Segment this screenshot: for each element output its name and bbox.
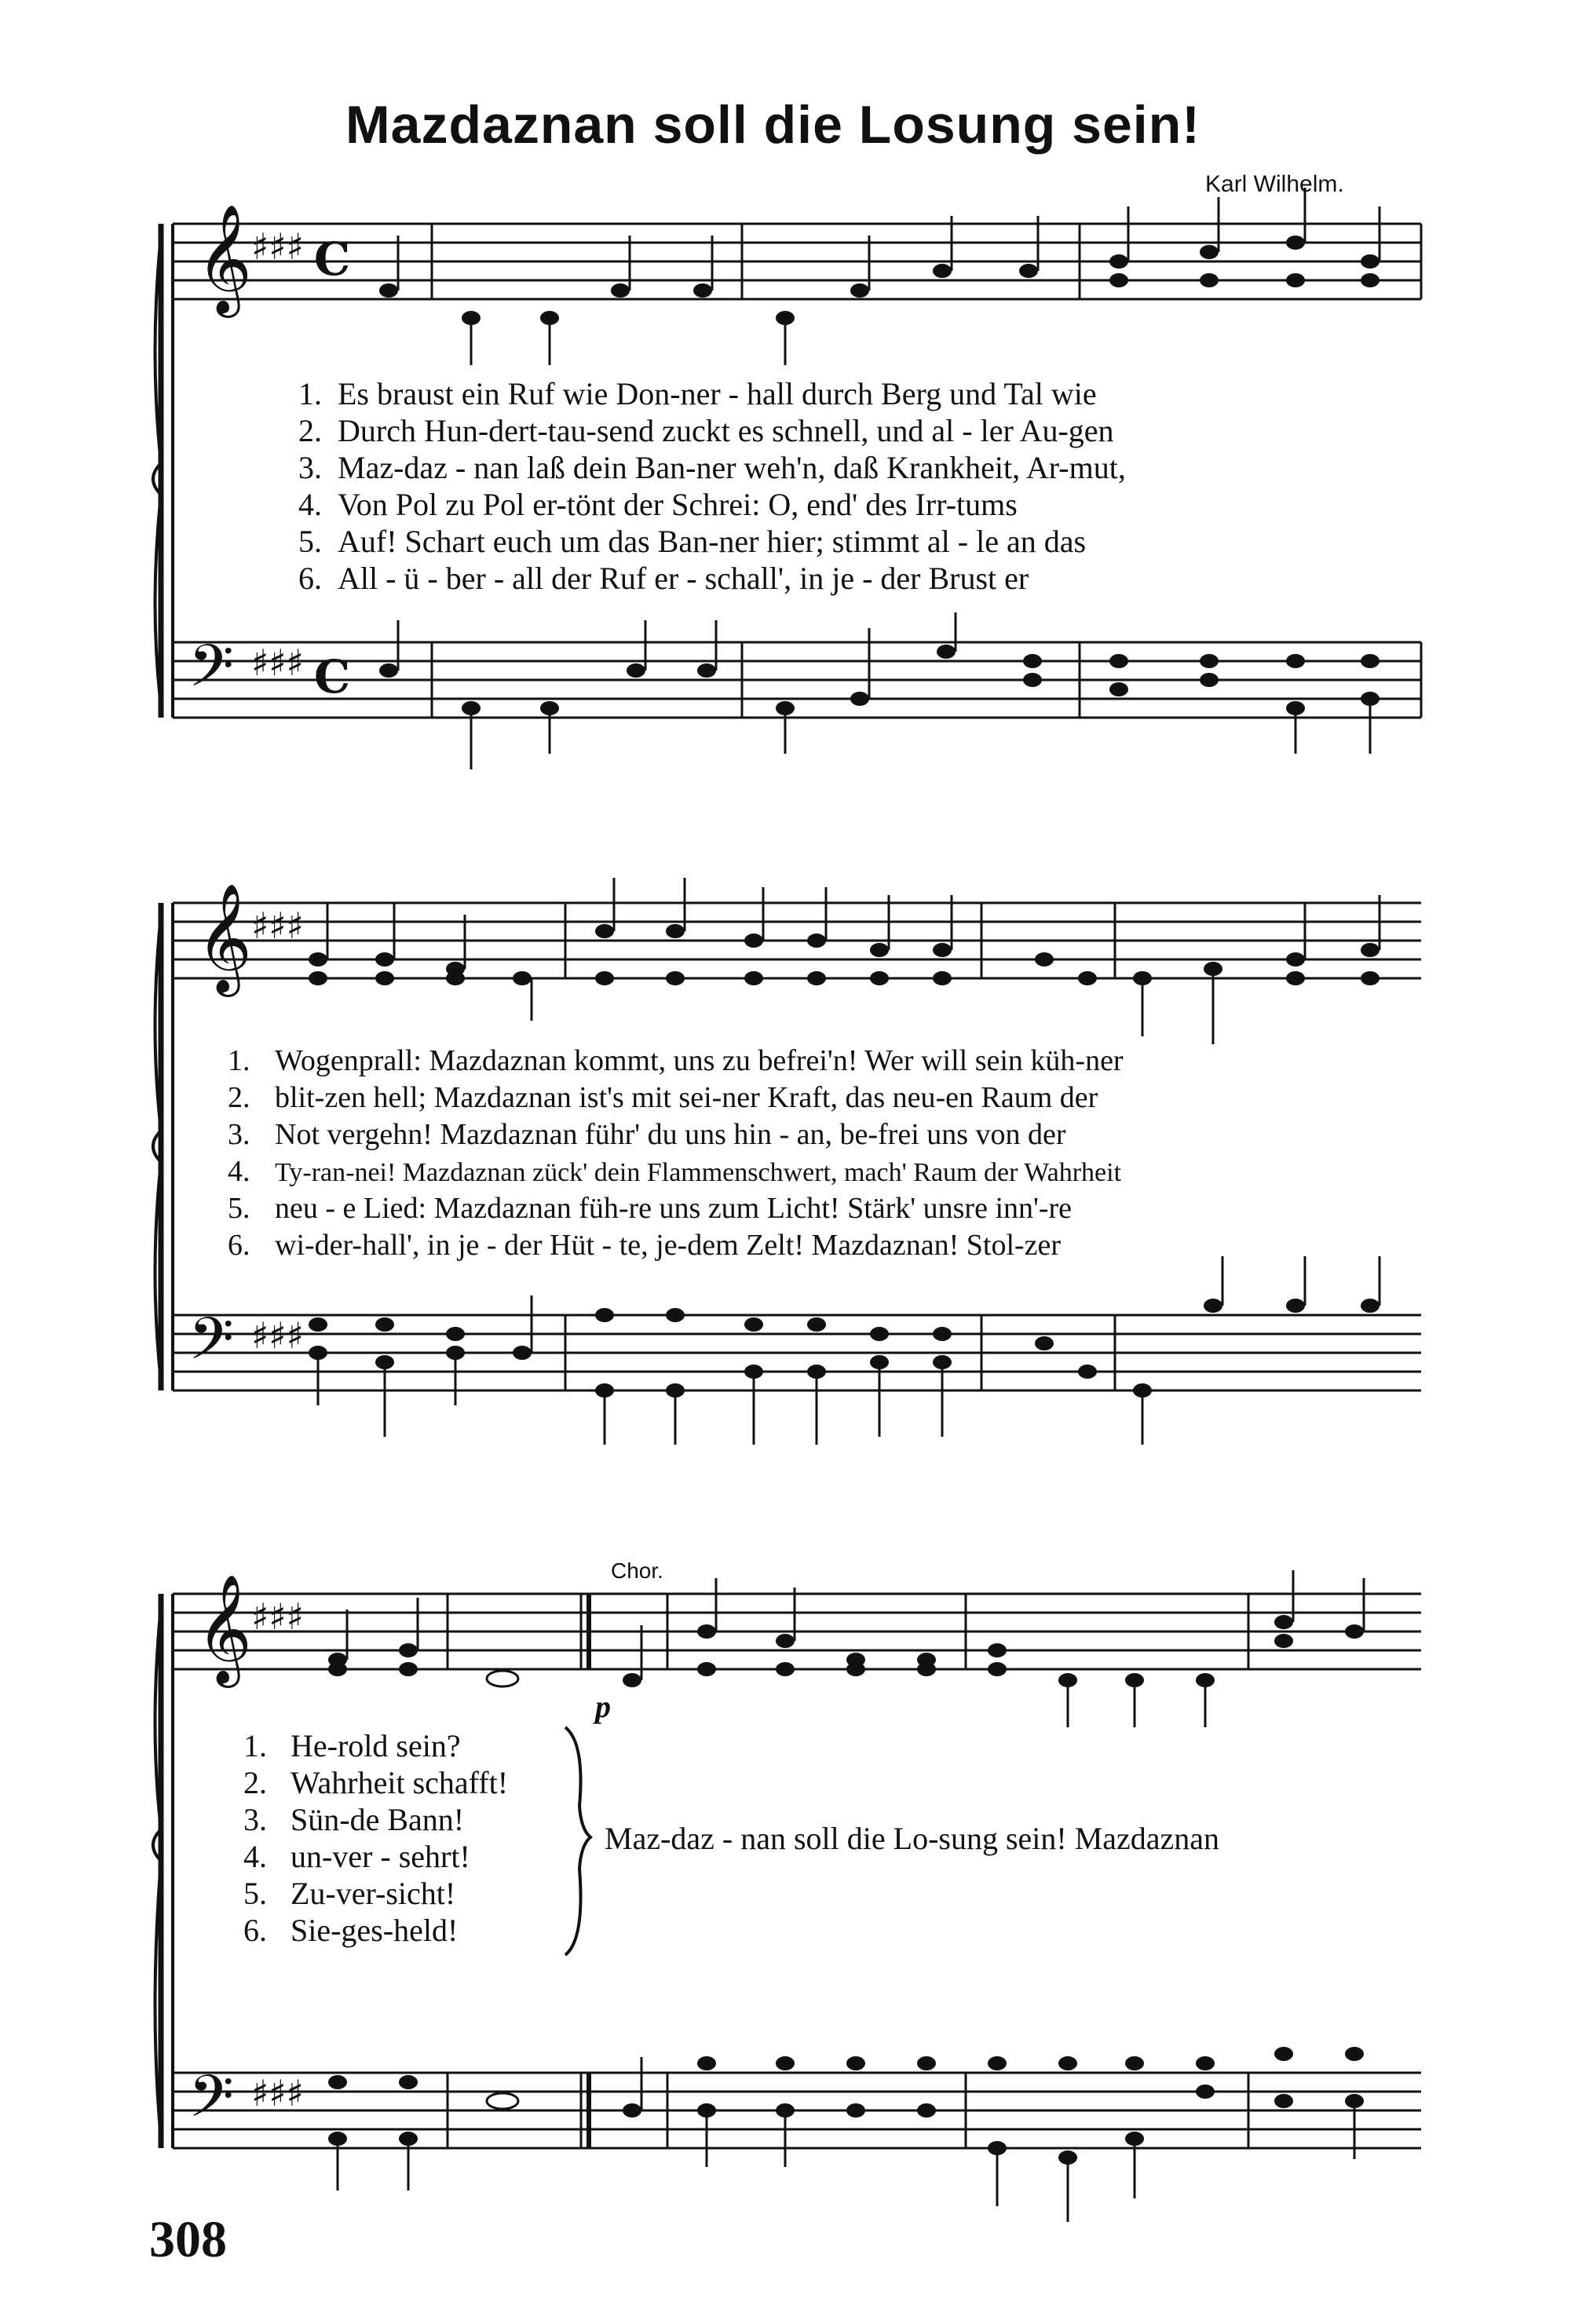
verse-number: 3. bbox=[298, 450, 322, 485]
notes-bass-2 bbox=[309, 1299, 1380, 1398]
verse-line bbox=[298, 375, 1126, 412]
verse-line bbox=[228, 1043, 1124, 1080]
verse-line bbox=[298, 486, 1126, 523]
verse-text: Wogenprall: Mazdaznan kommt, uns zu befrei'n! Wer will sein küh-ner bbox=[275, 1044, 1124, 1077]
verse-text: blit-zen hell; Mazdaznan ist's mit sei-ner Kraft, das neu-en Raum der bbox=[275, 1081, 1098, 1114]
verse-line bbox=[243, 1764, 508, 1801]
svg-text:𝄞: 𝄞 bbox=[196, 883, 252, 992]
verse-number: 5. bbox=[228, 1192, 250, 1225]
verse-text: Maz-daz - nan laß dein Ban-ner weh'n, daß Krankheit, Ar-mut, bbox=[338, 450, 1126, 485]
composer-credit: Karl Wilhelm. bbox=[1205, 171, 1344, 197]
verse-line bbox=[298, 449, 1126, 486]
staff-bass-3 bbox=[173, 2073, 1421, 2148]
verse-text: He-rold sein? bbox=[291, 1728, 461, 1763]
verses-system-1 bbox=[298, 375, 1126, 597]
verse-number: 1. bbox=[298, 376, 322, 411]
svg-text:♯♯♯: ♯♯♯ bbox=[251, 225, 304, 268]
svg-text:𝄞: 𝄞 bbox=[196, 204, 252, 313]
verse-line bbox=[243, 1838, 508, 1875]
verse-number: 6. bbox=[228, 1229, 250, 1262]
verse-text: Von Pol zu Pol er-tönt der Schrei: O, end' des Irr-tums bbox=[338, 487, 1018, 522]
verse-number: 4. bbox=[243, 1839, 267, 1874]
verse-number: 1. bbox=[228, 1044, 250, 1077]
refrain-lyrics: Maz-daz - nan soll die Lo-sung sein! Mazdaznan bbox=[605, 1821, 1220, 1856]
verse-line bbox=[243, 1727, 508, 1764]
verse-text: un-ver - sehrt! bbox=[291, 1839, 470, 1874]
svg-text:♯♯♯: ♯♯♯ bbox=[251, 2072, 304, 2114]
verse-number: 4. bbox=[298, 487, 322, 522]
verse-number: 6. bbox=[243, 1913, 267, 1948]
verse-number: 3. bbox=[228, 1118, 250, 1151]
svg-text:𝄢: 𝄢 bbox=[188, 632, 234, 714]
staff-treble-3 bbox=[173, 1594, 1421, 1669]
verse-text: Es braust ein Ruf wie Don-ner - hall durch Berg und Tal wie bbox=[338, 376, 1097, 411]
verse-number: 5. bbox=[298, 524, 322, 559]
page-number: 308 bbox=[149, 2211, 227, 2268]
verse-line bbox=[298, 523, 1126, 560]
svg-text:𝄢: 𝄢 bbox=[188, 2063, 234, 2145]
verse-text: Durch Hun-dert-tau-send zuckt es schnell, und al - ler Au-gen bbox=[338, 413, 1114, 448]
verse-text: Ty-ran-nei! Mazdaznan zück' dein Flammenschwert, mach' Raum der Wahrheit bbox=[275, 1158, 1122, 1187]
verse-text: Zu-ver-sicht! bbox=[291, 1876, 456, 1911]
stems-bass-3 bbox=[338, 2057, 1354, 2222]
svg-text:♯♯♯: ♯♯♯ bbox=[251, 641, 304, 684]
stems-bass-1 bbox=[398, 612, 1370, 769]
verse-number: 4. bbox=[228, 1155, 250, 1188]
verse-number: 6. bbox=[298, 561, 322, 596]
verse-line bbox=[243, 1875, 508, 1912]
verse-number: 2. bbox=[228, 1081, 250, 1114]
verse-line bbox=[243, 1912, 508, 1949]
verse-line bbox=[228, 1153, 1124, 1190]
verses-system-2 bbox=[228, 1043, 1124, 1264]
stems-bass-2 bbox=[318, 1256, 1380, 1445]
verse-text: neu - e Lied: Mazdaznan füh-re uns zum Licht! Stärk' unsre inn'-re bbox=[275, 1192, 1073, 1225]
svg-text:♯♯♯: ♯♯♯ bbox=[251, 1314, 304, 1357]
verse-line bbox=[298, 560, 1126, 597]
chorus-label: Chor. bbox=[611, 1558, 663, 1583]
verse-text: Not vergehn! Mazdaznan führ' du uns hin - an, be-frei uns von der bbox=[275, 1118, 1066, 1151]
verse-text: Auf! Schart euch um das Ban-ner hier; stimmt al - le an das bbox=[338, 524, 1087, 559]
svg-text:𝄢: 𝄢 bbox=[188, 1305, 234, 1387]
dynamic-marking: p bbox=[595, 1689, 611, 1724]
verse-text: wi-der-hall', in je - der Hüt - te, je-dem Zelt! Mazdaznan! Stol-zer bbox=[275, 1229, 1062, 1262]
verse-line bbox=[228, 1080, 1124, 1116]
half-note-bass-3 bbox=[487, 2093, 518, 2109]
verse-number: 2. bbox=[243, 1765, 267, 1800]
verse-line bbox=[228, 1227, 1124, 1264]
half-note-treble-3 bbox=[487, 1671, 518, 1686]
staff-treble-2 bbox=[173, 903, 1421, 978]
staff-bass-1 bbox=[173, 642, 1421, 718]
verse-number: 2. bbox=[298, 413, 322, 448]
verse-text: Sie-ges-held! bbox=[291, 1913, 459, 1948]
svg-text:C: C bbox=[314, 232, 351, 286]
staff-bass-2 bbox=[173, 1315, 1421, 1390]
verse-line bbox=[228, 1190, 1124, 1227]
verse-line bbox=[243, 1801, 508, 1838]
svg-text:C: C bbox=[314, 650, 351, 703]
verse-line bbox=[298, 412, 1126, 449]
hymn-title: Mazdaznan soll die Losung sein! bbox=[345, 95, 1200, 155]
verse-number: 1. bbox=[243, 1728, 267, 1763]
verses-system-3 bbox=[243, 1727, 508, 1949]
verse-text: Sün-de Bann! bbox=[291, 1802, 465, 1837]
verse-line bbox=[228, 1116, 1124, 1153]
verse-number: 3. bbox=[243, 1802, 267, 1837]
svg-text:♯♯♯: ♯♯♯ bbox=[251, 1595, 304, 1638]
notes-treble-2 bbox=[309, 924, 1380, 985]
svg-text:♯♯♯: ♯♯♯ bbox=[251, 904, 304, 947]
svg-text:𝄞: 𝄞 bbox=[196, 1574, 252, 1683]
verse-text: All - ü - ber - all der Ruf er - schall', in je - der Brust er bbox=[338, 561, 1029, 596]
staff-treble-1 bbox=[173, 224, 1421, 299]
stems-treble-1 bbox=[398, 188, 1380, 365]
verse-text: Wahrheit schafft! bbox=[291, 1765, 509, 1800]
verse-number: 5. bbox=[243, 1876, 267, 1911]
